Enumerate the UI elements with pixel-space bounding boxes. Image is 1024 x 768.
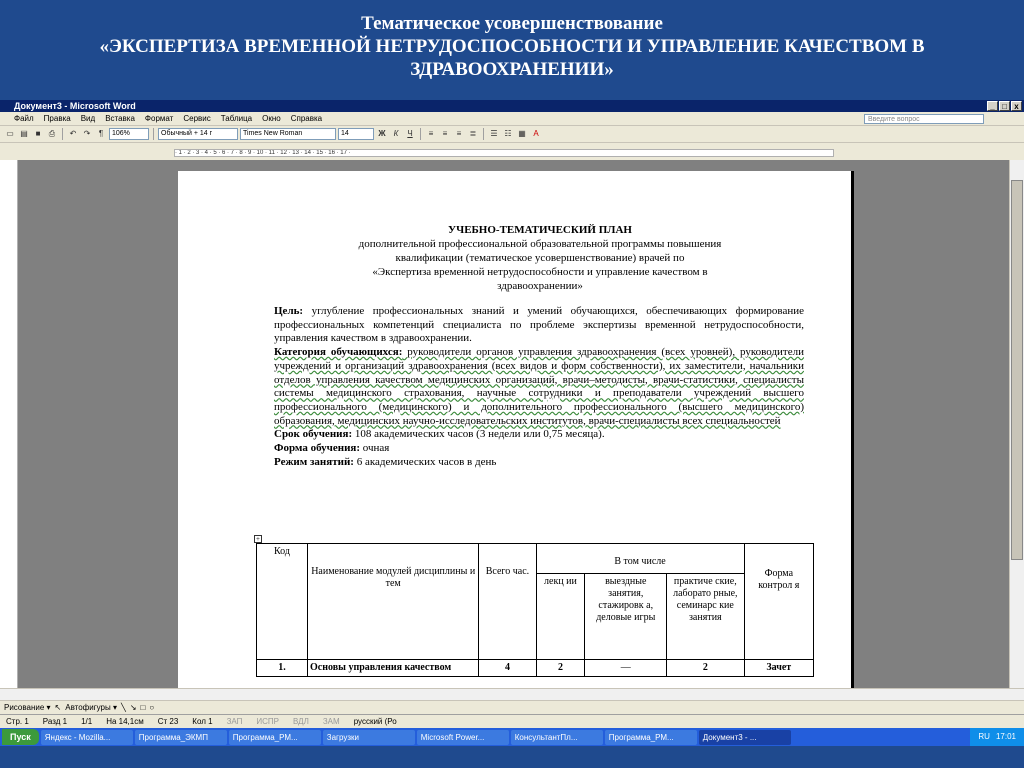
status-page: Стр. 1 (6, 717, 29, 726)
zoom-select[interactable]: 106% (109, 128, 149, 140)
status-column: Кол 1 (192, 717, 213, 726)
new-document-icon[interactable]: ▭ (6, 129, 14, 138)
menu-bar (0, 112, 1024, 126)
menu-help[interactable]: Справка (290, 114, 323, 123)
document-workspace (18, 160, 1009, 688)
form-paragraph (274, 442, 804, 456)
font-color-icon[interactable]: A (533, 129, 539, 138)
slide-bottom-band (0, 746, 1024, 768)
table-row (257, 660, 814, 677)
cell-control: Зачет (744, 660, 813, 677)
plan-table (256, 543, 814, 677)
menu-edit[interactable]: Правка (43, 114, 71, 123)
status-track[interactable]: ИСПР (256, 717, 280, 726)
mode-paragraph (274, 456, 804, 470)
start-button[interactable]: Пуск (2, 729, 39, 745)
table-move-handle-icon[interactable]: + (254, 535, 262, 543)
goal-label: Цель: (274, 305, 304, 317)
document-page[interactable] (178, 171, 854, 688)
bullet-list-icon[interactable]: ☷ (504, 129, 512, 138)
slide-title-line2: «ЭКСПЕРТИЗА ВРЕМЕННОЙ НЕТРУДОСПОСОБНОСТИ И УПРАВЛЕНИЕ КАЧЕСТВОМ В (99, 36, 925, 57)
horizontal-scrollbar[interactable] (0, 688, 1024, 700)
drawing-toolbar (0, 700, 1024, 714)
form-label: Форма обучения: (274, 442, 361, 455)
style-select[interactable]: Обычный + 14 г (158, 128, 238, 140)
taskbar-item[interactable]: Microsoft Power... (417, 730, 509, 745)
status-pages: 1/1 (81, 717, 93, 726)
term-paragraph (274, 428, 804, 442)
help-search-input[interactable]: Введите вопрос (864, 114, 984, 124)
goal-paragraph (274, 305, 804, 346)
oval-tool-icon[interactable]: ○ (149, 703, 155, 712)
taskbar-item[interactable]: Загрузки (323, 730, 415, 745)
cell-practical: 2 (667, 660, 745, 677)
maximize-button[interactable]: □ (999, 101, 1010, 111)
taskbar-item[interactable]: Программа_РМ... (605, 730, 697, 745)
print-icon[interactable]: ⎙ (48, 129, 56, 138)
taskbar-item[interactable]: Программа_РМ... (229, 730, 321, 745)
italic-button[interactable]: К (393, 129, 399, 138)
menu-format[interactable]: Формат (144, 114, 174, 123)
undo-icon[interactable]: ↶ (69, 129, 77, 138)
header-practical: практиче ские, лаборато рные, семинарс кие занятия (667, 574, 745, 660)
doc-heading: УЧЕБНО-ТЕМАТИЧЕСКИЙ ПЛАН (448, 224, 632, 236)
slide-title (0, 0, 1024, 100)
status-line: Ст 23 (157, 717, 179, 726)
status-language: русский (Ро (353, 717, 397, 726)
open-folder-icon[interactable]: ▤ (20, 129, 28, 138)
header-total: Всего час. (479, 544, 536, 660)
paragraph-marks-icon[interactable]: ¶ (98, 129, 104, 138)
word-window (0, 100, 1024, 768)
numbered-list-icon[interactable]: ☰ (490, 129, 498, 138)
mode-label: Режим занятий: (274, 455, 354, 468)
redo-icon[interactable]: ↷ (83, 129, 91, 138)
bold-button[interactable]: Ж (378, 129, 386, 138)
menu-file[interactable]: Файл (14, 114, 34, 123)
cell-total: 4 (479, 660, 536, 677)
slide-title-line1: Тематическое усовершенствование (361, 13, 663, 34)
justify-icon[interactable]: ≣ (469, 129, 477, 138)
arrow-tool-icon[interactable]: ↘ (129, 703, 137, 712)
rectangle-tool-icon[interactable]: □ (140, 703, 146, 712)
menu-window[interactable]: Окно (262, 114, 281, 123)
goal-text: углубление профессиональных знаний и умений обучающихся, обеспечивающих формирование профессиональных компетенций специалиста по проблеме экспертизы временной нетрудоспособности, управления качеством в здравоохранении. (274, 305, 804, 345)
doc-body (274, 305, 804, 469)
header-lectures: лекц ии (536, 574, 585, 660)
borders-icon[interactable]: ▦ (518, 129, 526, 138)
taskbar-item[interactable]: Программа_ЭКМП (135, 730, 227, 745)
category-paragraph (274, 346, 804, 428)
language-indicator[interactable]: RU (978, 732, 990, 741)
term-label: Срок обучения: (274, 428, 353, 441)
status-bar (0, 714, 1024, 728)
slide-title-line3: ЗДРАВООХРАНЕНИИ» (410, 59, 614, 80)
cell-lectures: 2 (536, 660, 585, 677)
status-rec[interactable]: ЗАП (226, 717, 243, 726)
draw-menu[interactable]: Рисование ▾ (4, 703, 51, 712)
cell-name: Основы управления качеством (308, 660, 479, 677)
autoshapes-menu[interactable]: Автофигуры ▾ (65, 703, 117, 712)
line-tool-icon[interactable]: ╲ (120, 703, 126, 712)
align-left-icon[interactable]: ≡ (428, 129, 434, 138)
vertical-ruler[interactable] (0, 160, 18, 688)
header-including: В том числе (536, 544, 744, 574)
category-label: Категория обучающихся: (274, 346, 403, 359)
doc-subtitle-2: квалификации (тематическое усовершенствование) врачей по (395, 252, 685, 264)
formatting-toolbar (0, 126, 1024, 143)
header-name: Наименование модулей дисциплины и тем (308, 544, 479, 660)
doc-subtitle-4: здравоохранении» (497, 280, 583, 292)
taskbar (0, 728, 1024, 746)
menu-view[interactable]: Вид (80, 114, 96, 123)
scroll-thumb[interactable] (1011, 180, 1023, 560)
doc-subtitle-3: «Экспертиза временной нетрудоспособности и управление качеством в (372, 266, 708, 278)
term-text: 108 академических часов (3 недели или 0,75 месяца). (354, 428, 605, 441)
window-title: Документ3 - Microsoft Word (14, 101, 136, 111)
category-text: руководители органов управления здравоохранения (всех уровней), руководители учреждений и организаций здравоохранения (всех видов и форм собственности), их заместители, начальники отделов управления качеством медицинских организаций, врачи–методисты, врачи-статистики, специалисты системы медицинского страхования, научные сотрудники и преподаватели учреждений высшего профессионального (медицинского) и дополнительного профессионального (высшего медицинского) образования, медицинских научно-исследовательских институтов, врачи-специалисты всех специальностей (274, 346, 805, 427)
form-text: очная (362, 442, 390, 455)
menu-table[interactable]: Таблица (220, 114, 253, 123)
header-code: Код (257, 544, 308, 660)
status-overtype[interactable]: ЗАМ (322, 717, 340, 726)
align-center-icon[interactable]: ≡ (442, 129, 448, 138)
pointer-icon[interactable]: ↖ (54, 703, 62, 712)
font-select[interactable]: Times New Roman (240, 128, 336, 140)
minimize-button[interactable]: _ (987, 101, 998, 111)
vertical-scrollbar[interactable] (1009, 160, 1024, 688)
doc-heading-block (276, 223, 804, 293)
menu-tools[interactable]: Сервис (183, 114, 211, 123)
cell-code: 1. (257, 660, 308, 677)
system-tray (970, 728, 1024, 746)
status-section: Разд 1 (42, 717, 68, 726)
taskbar-item-active[interactable]: Документ3 - ... (699, 730, 791, 745)
cell-field-work: — (585, 660, 667, 677)
ruler-scale: · 1 · 2 · 3 · 4 · 5 · 6 · 7 · 8 · 9 · 10 · 11 · 12 · 13 · 14 · 15 · 16 · 17 · (174, 149, 834, 157)
align-right-icon[interactable]: ≡ (456, 129, 462, 138)
taskbar-item[interactable]: КонсультантПл... (511, 730, 603, 745)
status-extend[interactable]: ВДЛ (293, 717, 309, 726)
font-size-select[interactable]: 14 (338, 128, 374, 140)
taskbar-item[interactable]: Яндекс - Mozilla... (41, 730, 133, 745)
header-field-work: выездные занятия, стажировк а, деловые игры (585, 574, 667, 660)
clock: 17:01 (995, 732, 1016, 741)
save-icon[interactable]: ■ (35, 129, 41, 138)
doc-subtitle-1: дополнительной профессиональной образовательной программы повышения (358, 238, 722, 250)
underline-button[interactable]: Ч (407, 129, 413, 138)
window-titlebar[interactable] (0, 100, 1024, 112)
status-position: На 14,1см (106, 717, 144, 726)
header-control: Форма контрол я (744, 544, 813, 660)
horizontal-ruler[interactable] (14, 147, 1014, 159)
plan-table-wrap (256, 535, 814, 677)
menu-insert[interactable]: Вставка (105, 114, 135, 123)
close-button[interactable]: x (1011, 101, 1022, 111)
mode-text: 6 академических часов в день (356, 455, 497, 468)
